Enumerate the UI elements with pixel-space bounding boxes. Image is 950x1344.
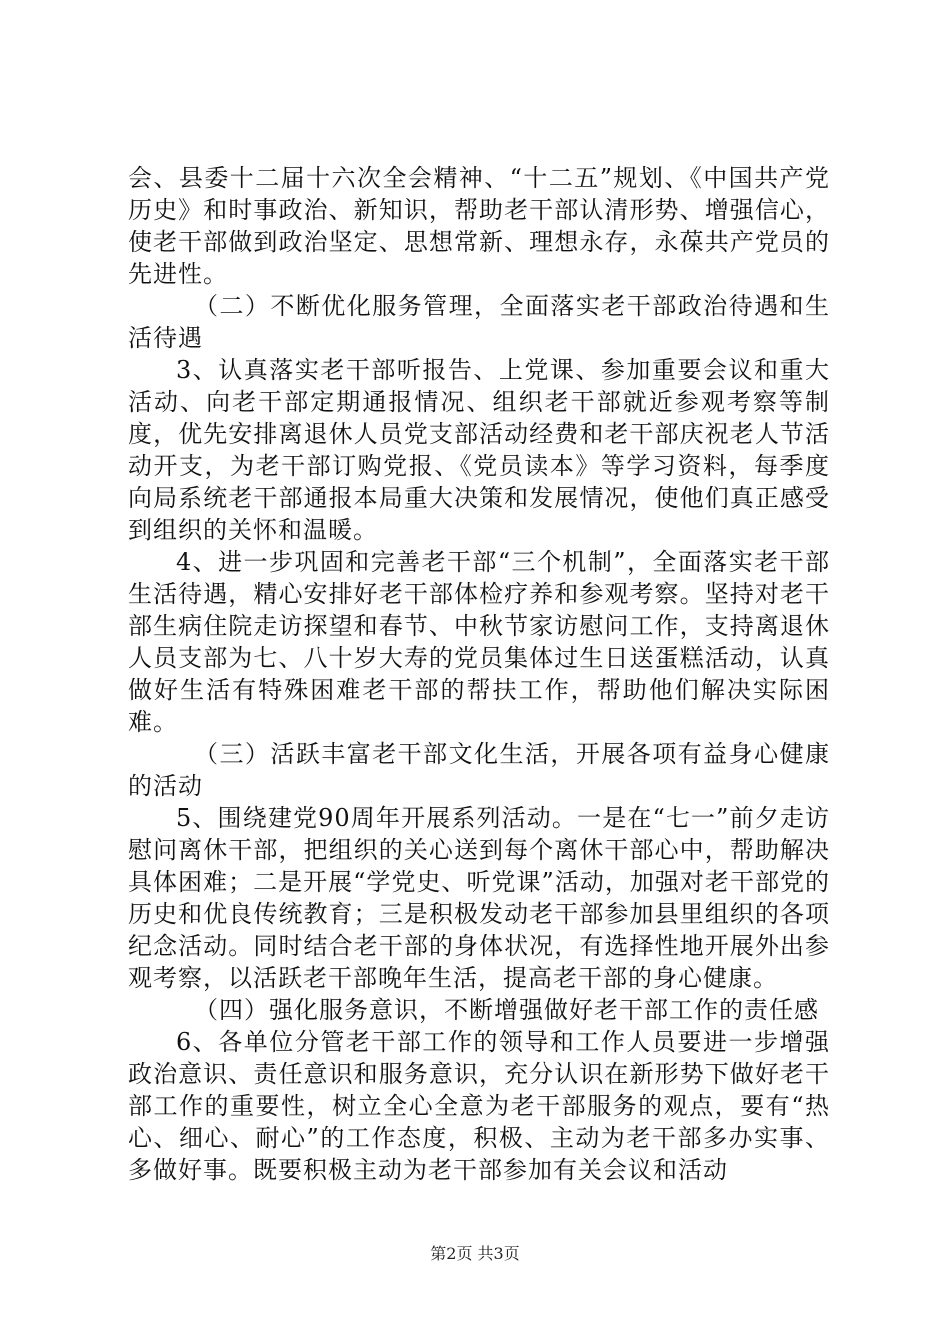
paragraph-item-5: 5、围绕建党90周年开展系列活动。一是在“七一”前夕走访慰问离休干部，把组织的关心送到每个离休干部心中，帮助解决具体困难；二是开展“学党史、听党课”活动，加强对老干部党的历史和优良传统教育；三是积极发动老干部参加县里组织的各项纪念活动。同时结合老干部的身体状况，有选择性地开展外出参观考察，以活跃老干部晚年生活，提高老干部的身心健康。 [128, 804, 830, 992]
paragraph-continuation: 会、县委十二届十六次全会精神、“十二五”规划、《中国共产党历史》和时事政治、新知识，帮助老干部认清形势、增强信心，使老干部做到政治坚定、思想常新、理想永存，永葆共产党员的先进性。 [128, 164, 830, 288]
document-body [128, 162, 830, 1186]
paragraph-item-6: 6、各单位分管老干部工作的领导和工作人员要进一步增强政治意识、责任意识和服务意识，充分认识在新形势下做好老干部工作的重要性，树立全心全意为老干部服务的观点，要有“热心、细心、耐心”的工作态度，积极、主动为老干部多办实事、多做好事。既要积极主动为老干部参加有关会议和活动 [128, 1028, 830, 1184]
section-heading-3: （三）活跃丰富老干部文化生活，开展各项有益身心健康的活动 [128, 740, 830, 800]
paragraph-item-4: 4、进一步巩固和完善老干部“三个机制”，全面落实老干部生活待遇，精心安排好老干部体检疗养和参观考察。坚持对老干部生病住院走访探望和春节、中秋节家访慰问工作，支持离退休人员支部为七、八十岁大寿的党员集体过生日送蛋糕活动，认真做好生活有特殊困难老干部的帮扶工作，帮助他们解决实际困难。 [128, 548, 830, 736]
section-heading-4: （四）强化服务意识，不断增强做好老干部工作的责任感 [194, 996, 819, 1024]
section-heading-2: （二）不断优化服务管理，全面落实老干部政治待遇和生活待遇 [128, 292, 830, 352]
page-number-footer: 第2页 共3页 [430, 1244, 520, 1263]
paragraph-item-3: 3、认真落实老干部听报告、上党课、参加重要会议和重大活动、向老干部定期通报情况、组织老干部就近参观考察等制度，优先安排离退休人员党支部活动经费和老干部庆祝老人节活动开支，为老干部订购党报、《党员读本》等学习资料，每季度向局系统老干部通报本局重大决策和发展情况，使他们真正感受到组织的关怀和温暖。 [128, 356, 830, 544]
